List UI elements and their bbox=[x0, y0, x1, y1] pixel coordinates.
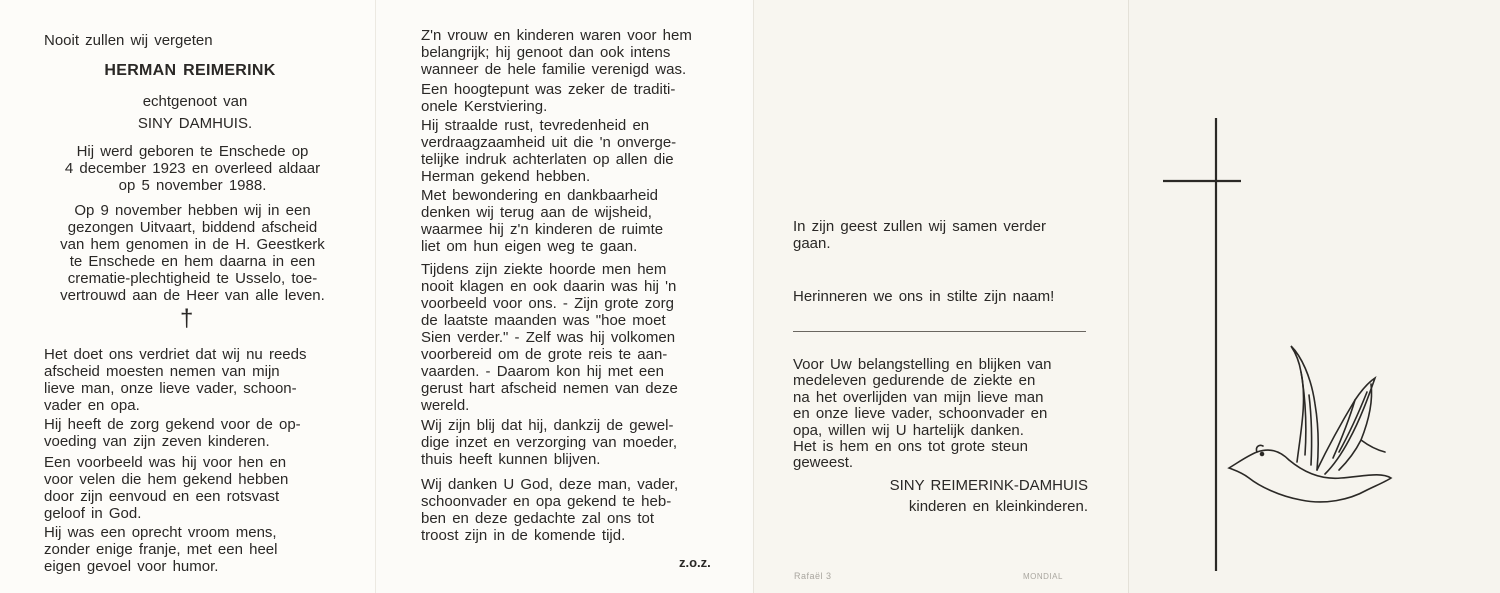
paragraph-family bbox=[421, 27, 692, 78]
spouse-label: echtgenoot van bbox=[142, 93, 248, 110]
text-line: van hem genomen in de H. Geestkerk bbox=[60, 236, 325, 253]
text-line: dige inzet en verzorging van moeder, bbox=[421, 434, 677, 451]
panel-back bbox=[1128, 0, 1500, 593]
paragraph-character bbox=[44, 524, 277, 575]
text-line: 4 december 1923 en overleed aldaar bbox=[64, 160, 321, 177]
text-line: geweest. bbox=[793, 454, 854, 472]
divider-line bbox=[793, 331, 1086, 332]
text-line: geloof in God. bbox=[44, 505, 142, 522]
dove-icon bbox=[1229, 346, 1391, 502]
text-line: door zijn eenvoud en een rotsvast bbox=[44, 488, 280, 505]
paragraph-remember bbox=[793, 288, 1054, 305]
paragraph-home-care bbox=[421, 417, 677, 468]
paragraph-spirit bbox=[793, 218, 1046, 252]
deceased-name: HERMAN REIMERINK bbox=[104, 62, 276, 79]
paragraph-calm bbox=[421, 117, 676, 185]
panel-inside-left bbox=[375, 0, 754, 593]
text-line: Op 9 november hebben wij in een bbox=[74, 202, 311, 219]
text-line: Voor Uw belangstelling en blijken van bbox=[793, 356, 1052, 373]
text-line: eigen gevoel voor humor. bbox=[44, 558, 219, 575]
text-line: wanneer de hele familie verenigd was. bbox=[421, 61, 687, 78]
paragraph-illness bbox=[421, 261, 678, 414]
text-line: Een hoogtepunt was zeker de traditi- bbox=[421, 81, 676, 98]
text-line: belangrijk; hij genoot dan ook intens bbox=[421, 44, 671, 61]
text-line: op 5 november 1988. bbox=[118, 177, 267, 194]
text-line: nooit klagen en ook daarin was hij 'n bbox=[421, 278, 677, 295]
text-line: Hij was een oprecht vroom mens, bbox=[44, 524, 277, 541]
text-line: te Enschede en hem daarna in een bbox=[69, 253, 316, 270]
text-line: voorbeeld voor ons. - Zijn grote zorg bbox=[421, 295, 674, 312]
text-line: de laatste maanden was "hoe moet bbox=[421, 312, 666, 329]
signature bbox=[793, 475, 1088, 517]
paragraph-sorrow bbox=[44, 346, 306, 414]
text-line: voorbereid om de grote reis te aan- bbox=[421, 346, 668, 363]
paragraph-example bbox=[44, 454, 288, 522]
panel-inside-right bbox=[753, 0, 1129, 593]
text-line: Met bewondering en dankbaarheid bbox=[421, 187, 658, 204]
text-line: gerust hart afscheid nemen van deze bbox=[421, 380, 678, 397]
text-line: lieve man, onze lieve vader, schoon- bbox=[44, 380, 297, 397]
text-line: Hij werd geboren te Enschede op bbox=[76, 143, 309, 160]
opening-line: Nooit zullen wij vergeten bbox=[44, 32, 213, 49]
text-line: opa, willen wij U hartelijk danken. bbox=[793, 421, 1024, 439]
text-line: Wij zijn blij dat hij, dankzij de gewel- bbox=[421, 417, 674, 434]
text-line: vader en opa. bbox=[44, 397, 140, 414]
text-line: crematie-plechtigheid te Usselo, toe- bbox=[67, 270, 318, 287]
text-line: waarmee hij z'n kinderen de ruimte bbox=[421, 221, 664, 238]
text-line: Hij straalde rust, tevredenheid en bbox=[421, 117, 650, 134]
text-line: vaarden. - Daarom kon hij met een bbox=[421, 363, 664, 380]
text-line: liet om hun eigen weg te gaan. bbox=[421, 238, 638, 255]
text-line: Herman gekend hebben. bbox=[421, 168, 591, 185]
text-line: onele Kerstviering. bbox=[421, 98, 548, 115]
panel-front bbox=[0, 0, 375, 593]
text-line: Hij heeft de zorg gekend voor de op- bbox=[44, 416, 301, 433]
text-line: telijke indruk achterlaten op allen die bbox=[421, 151, 674, 168]
text-line: In zijn geest zullen wij samen verder bbox=[793, 218, 1046, 235]
text-line: afscheid moesten nemen van mijn bbox=[44, 363, 280, 380]
text-line: Tijdens zijn ziekte hoorde men hem bbox=[421, 261, 667, 278]
spouse-name: SINY DAMHUIS. bbox=[137, 115, 253, 132]
text-line: ben en deze gedachte zal ons tot bbox=[421, 510, 655, 527]
text-line: thuis heeft kunnen blijven. bbox=[421, 451, 601, 468]
birth-paragraph bbox=[0, 143, 385, 194]
text-line: medeleven gedurende de ziekte en bbox=[793, 372, 1036, 390]
text-line: voeding van zijn zeven kinderen. bbox=[44, 433, 270, 450]
paragraph-thanks-god bbox=[421, 476, 678, 544]
text-line: Wij danken U God, deze man, vader, bbox=[421, 476, 679, 493]
text-line: zonder enige franje, met een heel bbox=[44, 541, 278, 558]
turn-over-note: z.o.z. bbox=[679, 555, 711, 570]
cross-symbol: † bbox=[180, 305, 194, 332]
text-line: en onze lieve vader, schoonvader en bbox=[793, 405, 1048, 423]
text-line: verdraagzaamheid uit die 'n onverge- bbox=[421, 134, 677, 151]
text-line: Herinneren we ons in stilte zijn naam! bbox=[793, 288, 1055, 305]
text-line: gezongen Uitvaart, biddend afscheid bbox=[67, 219, 318, 236]
text-line: Het doet ons verdriet dat wij nu reeds bbox=[44, 346, 307, 363]
paragraph-care bbox=[44, 416, 301, 450]
text-line: schoonvader en opa gekend te heb- bbox=[421, 493, 672, 510]
text-line: denken wij terug aan de wijsheid, bbox=[421, 204, 652, 221]
text-line: troost zijn in de komende tijd. bbox=[421, 527, 626, 544]
paragraph-christmas bbox=[421, 81, 675, 115]
text-line: wereld. bbox=[421, 397, 470, 414]
cross-icon bbox=[1163, 118, 1241, 571]
text-line: Het is hem en ons tot grote steun bbox=[793, 437, 1028, 455]
text-line: Sien verder." - Zelf was hij volkomen bbox=[421, 329, 676, 346]
text-line: Een voorbeeld was hij voor hen en bbox=[44, 454, 287, 471]
text-line: SINY REIMERINK-DAMHUIS bbox=[889, 477, 1088, 494]
text-line: vertrouwd aan de Heer van alle leven. bbox=[60, 287, 325, 304]
text-line: voor velen die hem gekend hebben bbox=[44, 471, 289, 488]
paragraph-wisdom bbox=[421, 187, 663, 255]
card-model-label: Rafaël 3 bbox=[794, 571, 832, 581]
publisher-label: MONDIAL bbox=[1023, 572, 1063, 581]
funeral-paragraph bbox=[0, 202, 385, 304]
text-line: Z'n vrouw en kinderen waren voor hem bbox=[421, 27, 692, 44]
text-line: gaan. bbox=[793, 235, 831, 252]
text-line: na het overlijden van mijn lieve man bbox=[793, 388, 1044, 406]
text-line: kinderen en kleinkinderen. bbox=[908, 498, 1088, 515]
paragraph-thanks bbox=[793, 357, 1052, 472]
